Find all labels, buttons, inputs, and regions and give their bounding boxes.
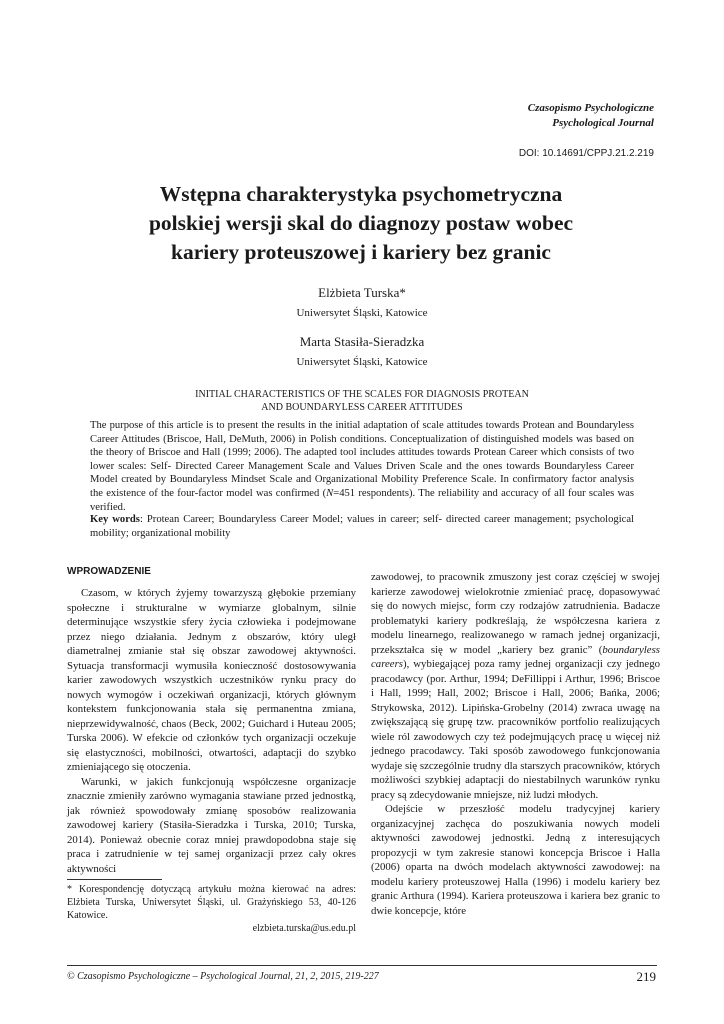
paragraph-text: zawodowej, to pracownik zmuszony jest coraz częściej w swojej karierze zawodowej wielokrotnie zmieniać pracę, dopasowywać się do nowych miejsc, form czy rodzajów zatrudnienia. Badacze problematyki kariery podkreślają, że współczesna kariera z modelu linearnego, realizowanego w ramach jednej organizacji, przekształca się w model „kariery bez granic” (	[371, 571, 660, 656]
author-name: Marta Stasiła-Sieradzka	[299, 334, 425, 349]
left-column	[67, 586, 356, 876]
abstract-n-symbol: N	[326, 487, 334, 499]
paragraph: Czasom, w których żyjemy towarzyszą głębokie przemiany społeczne i strukturalne w wymiarze globalnym, silnie determinujące wszystkie sfery życia człowieka i podejmowane przez niego działania. Jednym z obszarów, który uległ diametralnej zmianie stał się obszar zawodowej aktywności. Sytuacja transformacji wymusiła konieczność dostosowywania karier zawodowych wszystkich uczestników rynku pracy do nowych wymogów i oczekiwań organizacji, których głównym kontekstem funkcjonowania stała się permanentna zmiana, nieprzewidywalność, chaos (Beck, 2002; Guichard i Huteau 2005; Turska 2006). W efekcie od członków tych organizacji oczekuje się elastyczności, mobilności, otwartości, adaptacji do szybko zmieniającego się otoczenia.	[67, 587, 356, 773]
journal-name-pl: Czasopismo Psychologiczne	[527, 102, 654, 114]
footnote-divider	[67, 879, 162, 880]
title-line: polskiej wersji skal do diagnozy postaw wobec	[148, 211, 574, 235]
author-affiliation: Uniwersytet Śląski, Katowice	[296, 356, 428, 368]
footer-divider	[67, 965, 657, 966]
abstract	[90, 419, 634, 514]
doi: DOI: 10.14691/CPPJ.21.2.219	[518, 148, 654, 159]
abstract-text-end: =451 respondents). The reliability and accuracy of all four scales was verified.	[90, 487, 634, 513]
keywords-label: Key words	[90, 514, 140, 525]
footnote	[67, 883, 356, 935]
right-column	[371, 570, 660, 918]
english-title	[0, 389, 724, 414]
english-title-line: AND BOUNDARYLESS CAREER ATTITUDES	[261, 401, 463, 413]
footer-citation: © Czasopismo Psychologiczne – Psychological Journal, 21, 2, 2015, 219-227	[67, 971, 379, 982]
paragraph-text: ), wybiegającej poza ramy jednej organizacji czy jednego pracodawcy (por. Arthur, 1994; DeFillippi i Arthur, 1996; Briscoe i Hall, 1999; Hall, 2002; Briscoe i Hall, 2006; Bańka, 2006; Strykowska, 2012). Lipińska-Grobelny (2014) zwraca uwagę na zwiększającą się grupę tzw. pracowników portfolio realizujących wiele ról zawodowych czy też podejmujących pracę u więcej niż jednego pracodawcy. Taki sposób zawodowego funkcjonowania wydaje się szczególnie trudny dla starszych pracowników, których możliwości szybkiej adaptacji do niestabilnych warunków rynku pracy są zdecydowanie mniejsze, niż ludzi młodych.	[371, 658, 660, 801]
italic-term: boundaryless careers	[371, 643, 660, 670]
author-name: Elżbieta Turska*	[318, 285, 406, 300]
title-line: Wstępna charakterystyka psychometryczna	[159, 182, 563, 206]
paragraph: Odejście w przeszłość modelu tradycyjnej kariery organizacyjnej zachęca do poszukiwania nowych modeli aktywności zawodowej jednostki. Jedną z interesujących propozycji w tym zakresie stanowi koncepcja Briscoe i Halla (2006) oparta na dwóch modelach aktywności zawodowej: na modelu kariery proteuszowej Halla (1996) i modelu kariery bez granic Arthura (1994). Kariera proteuszowa i kariera bez granic to dwie koncepcje, które	[371, 803, 660, 917]
english-title-line: INITIAL CHARACTERISTICS OF THE SCALES FOR DIAGNOSIS PROTEAN	[195, 389, 529, 400]
section-heading: WPROWADZENIE	[67, 566, 151, 577]
footnote-email-row	[67, 922, 356, 935]
journal-header	[528, 101, 654, 131]
keywords-text: : Protean Career; Boundaryless Career Model; values in career; self- directed career management; psychological mobility; organizational mobility	[90, 514, 634, 539]
page-number: 219	[636, 969, 656, 984]
journal-name-en: Psychological Journal	[552, 117, 654, 129]
paragraph	[371, 570, 660, 802]
footnote-email[interactable]: elzbieta.turska@us.edu.pl	[252, 923, 356, 934]
abstract-text: The purpose of this article is to present the results in the initial adaptation of scale attitudes towards Protean and Boundaryless Career Attitudes (Briscoe, Hall, DeMuth, 2006) in Polish conditions. Conceptualization of distinguished models was based on the theory of Briscoe and Hall (1999; 2006). The adapted tool includes attitudes towards Protean Career which consists of two lower scales: Self- Directed Career Management Scale and Values Driven Scale and the ones towards Boundaryless Career Model created by Boundaryless Mindset Scale and Organizational Mobility Preference Scale. In confirmatory factor analysis the existence of the four-factor model was confirmed (	[90, 420, 634, 499]
author-affiliation: Uniwersytet Śląski, Katowice	[296, 307, 428, 319]
article-title	[60, 180, 662, 267]
paragraph: Warunki, w jakich funkcjonują współczesne organizacje znacznie zmieniły zarówno wymagania stawiane przed jednostką, jak również spowodowały zmianę sposobów realizowania zawodowej kariery (Stasiła-Sieradzka i Turska, 2010; Turska, 2014). Ponieważ obecnie coraz mniej prawdopodobna staje się praca i zatrudnienie w tej samej organizacji przez cały okres aktywności	[67, 775, 356, 875]
title-line: kariery proteuszowej i kariery bez granic	[171, 240, 551, 264]
keywords	[90, 513, 634, 540]
footnote-text: * Korespondencję dotyczącą artykułu można kierować na adres: Elżbieta Turska, Uniwersytet Śląski, ul. Grażyńskiego 53, 40-126 Katowice.	[67, 884, 356, 921]
